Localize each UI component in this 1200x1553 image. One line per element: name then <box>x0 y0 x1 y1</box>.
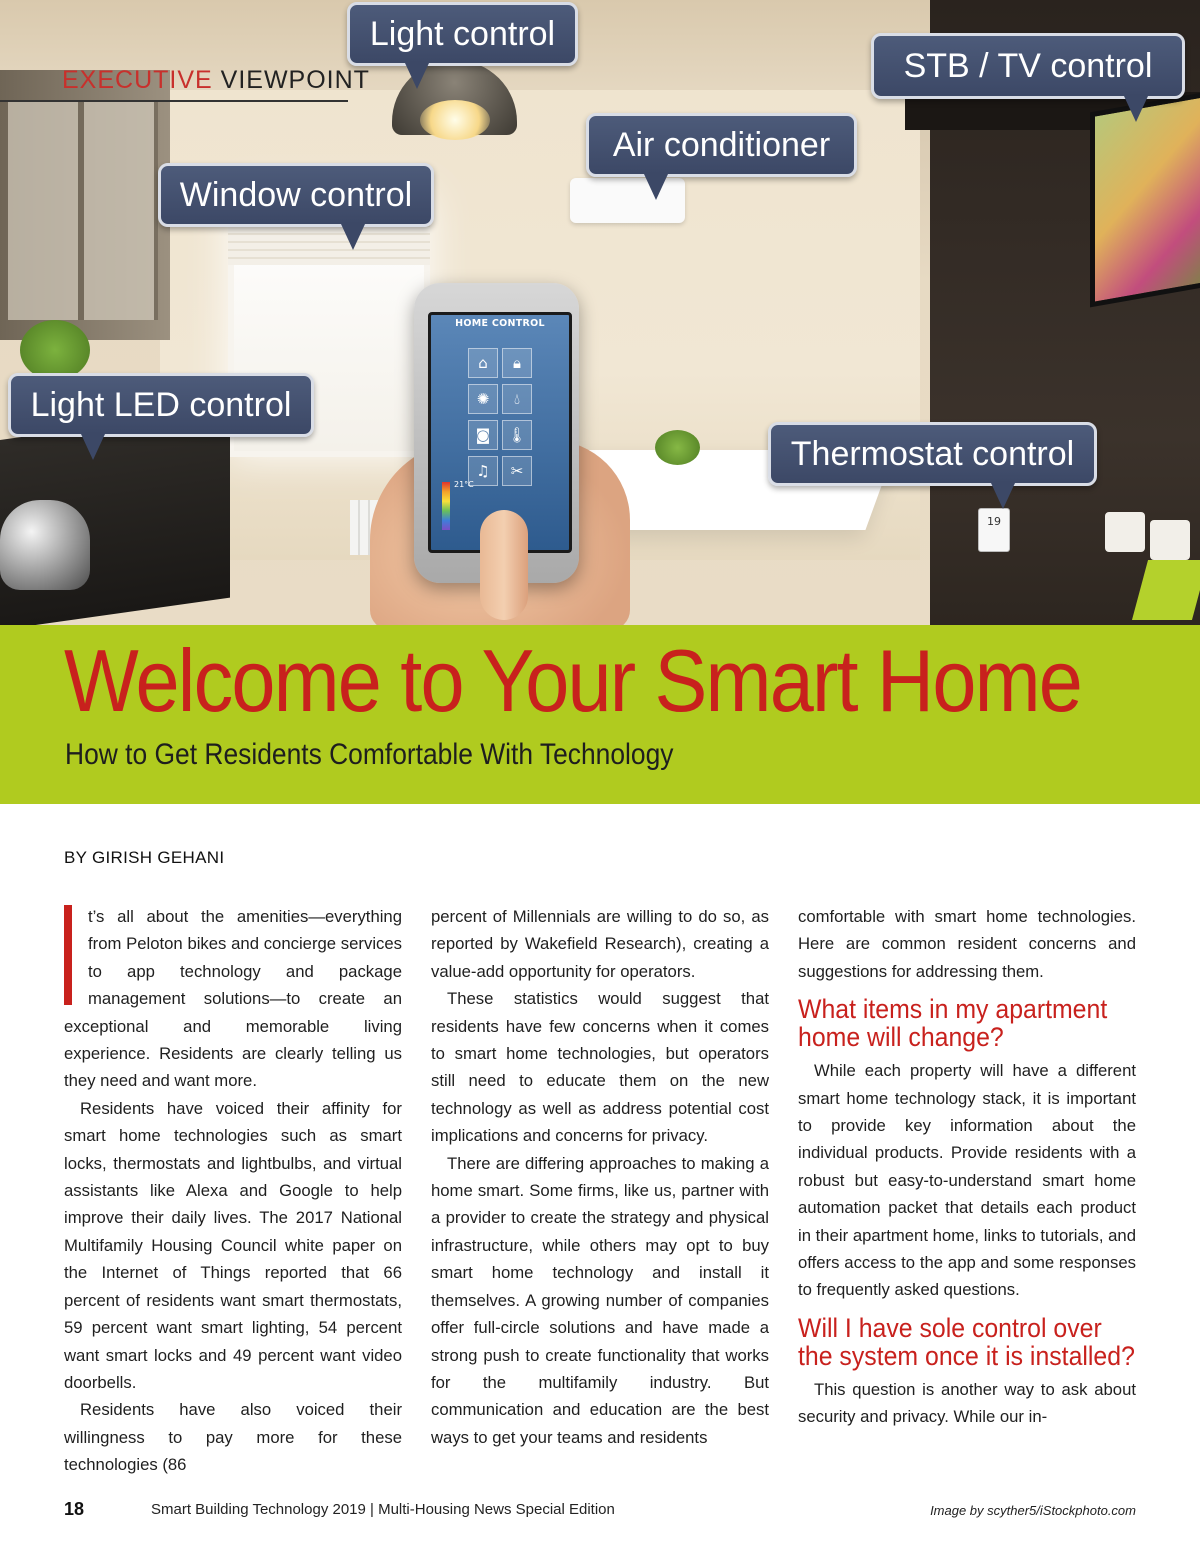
phone-temperature: 21°C <box>454 480 474 489</box>
cabinet-glass <box>8 100 158 320</box>
power-outlet <box>1150 520 1190 560</box>
article-column-3 <box>798 903 1136 1431</box>
callout-light-control: Light control <box>347 2 578 66</box>
water-drop-icon: 💧︎ <box>502 384 532 414</box>
paragraph: percent of Millennials are willing to do so, as reported by Wakefield Research), creating a value-add opportunity for operators. <box>431 907 769 981</box>
callout-air-conditioner: Air conditioner <box>586 113 857 177</box>
article-column-2 <box>431 903 769 1451</box>
music-icon: ♫ <box>468 456 498 486</box>
lock-icon: 🔒︎ <box>502 348 532 378</box>
paragraph: There are differing approaches to making a home smart. Some firms, like us, partner with a provider to create the strategy and physical infrastructure, while others may opt to buy smart home technology and install it themselves. A growing number of companies offer full-circle solutions and have made a strong push to create functionality that works for the multifamily industry. But communication and education are the best ways to get your teams and residents <box>431 1153 769 1447</box>
section-heading: Will I have sole control over the system once it is installed? <box>798 1312 1135 1371</box>
paragraph: t’s all about the amenities—everything from Peloton bikes and concierge services to app technology and package management solutions—to create an exceptional and memorable living experience. Residents are clearly telling us they need and want more. <box>64 907 402 1091</box>
temperature-gradient <box>442 482 450 530</box>
callout-stb-tv-control: STB / TV control <box>871 33 1185 99</box>
paragraph: Residents have voiced their affinity for smart home technologies such as smart locks, thermostats and lightbulbs, and virtual assistants like Alexa and Google to help improve their daily lives. The 2017 National Multifamily Housing Council white paper on the Internet of Things reported that 66 percent of residents want smart thermostats, 59 percent want smart lighting, 54 percent want smart locks and 49 percent want video doorbells. <box>64 1098 402 1392</box>
paragraph: comfortable with smart home technologies. Here are common resident concerns and suggestions for addressing them. <box>798 907 1136 981</box>
paragraph: Residents have also voiced their willingness to pay more for these technologies (86 <box>64 1400 402 1475</box>
paragraph: While each property will have a different smart home technology stack, it is important to provide key information about the individual products. Provide residents with a robust but easy-to-understand smart home automation packet that details each product in their apartment home, links to tutorials, and offers access to the app and some responses to frequently asked questions. <box>798 1061 1136 1300</box>
publication-footer: Smart Building Technology 2019 | Multi-Housing News Special Edition <box>151 1501 615 1518</box>
page-number: 18 <box>64 1499 85 1519</box>
lightbulb-icon: ✺ <box>468 384 498 414</box>
callout-light-led-control: Light LED control <box>8 373 314 437</box>
camera-icon: ◙ <box>468 420 498 450</box>
phone-icon-grid <box>468 348 532 486</box>
finger <box>480 510 528 620</box>
home-icon: ⌂ <box>468 348 498 378</box>
image-credit: Image by scyther5/iStockphoto.com <box>930 1503 1136 1518</box>
article-subtitle: How to Get Residents Comfortable With Technology <box>65 738 674 771</box>
herb-plant <box>20 320 90 380</box>
byline: BY GIRISH GEHANI <box>64 848 225 867</box>
article-column-1 <box>64 903 402 1479</box>
thermostat-device: 19 <box>978 508 1010 552</box>
drop-cap-bar <box>64 905 72 1005</box>
paragraph: This question is another way to ask about security and privacy. While our in- <box>798 1379 1136 1427</box>
phone-screen-title: HOME CONTROL <box>455 318 545 329</box>
table-plant <box>655 430 700 465</box>
paragraph: These statistics would suggest that residents have few concerns when it comes to smart home technologies, but operators still need to educate them on the new technology as well as address potential cost implications and concerns for privacy. <box>431 989 769 1146</box>
section-label: EXECUTIVE VIEWPOINT <box>62 66 370 94</box>
lamp-bulb <box>420 100 490 140</box>
kettle <box>0 500 90 590</box>
power-outlet <box>1105 512 1145 552</box>
callout-window-control: Window control <box>158 163 434 227</box>
section-rule <box>0 100 348 102</box>
section-heading: What items in my apartment home will change? <box>798 994 1108 1053</box>
callout-thermostat-control: Thermostat control <box>768 422 1097 486</box>
article-title: Welcome to Your Smart Home <box>64 631 1081 730</box>
thermometer-icon: 🌡︎ <box>502 420 532 450</box>
tools-icon: ✂ <box>502 456 532 486</box>
hero-image <box>0 0 1200 625</box>
